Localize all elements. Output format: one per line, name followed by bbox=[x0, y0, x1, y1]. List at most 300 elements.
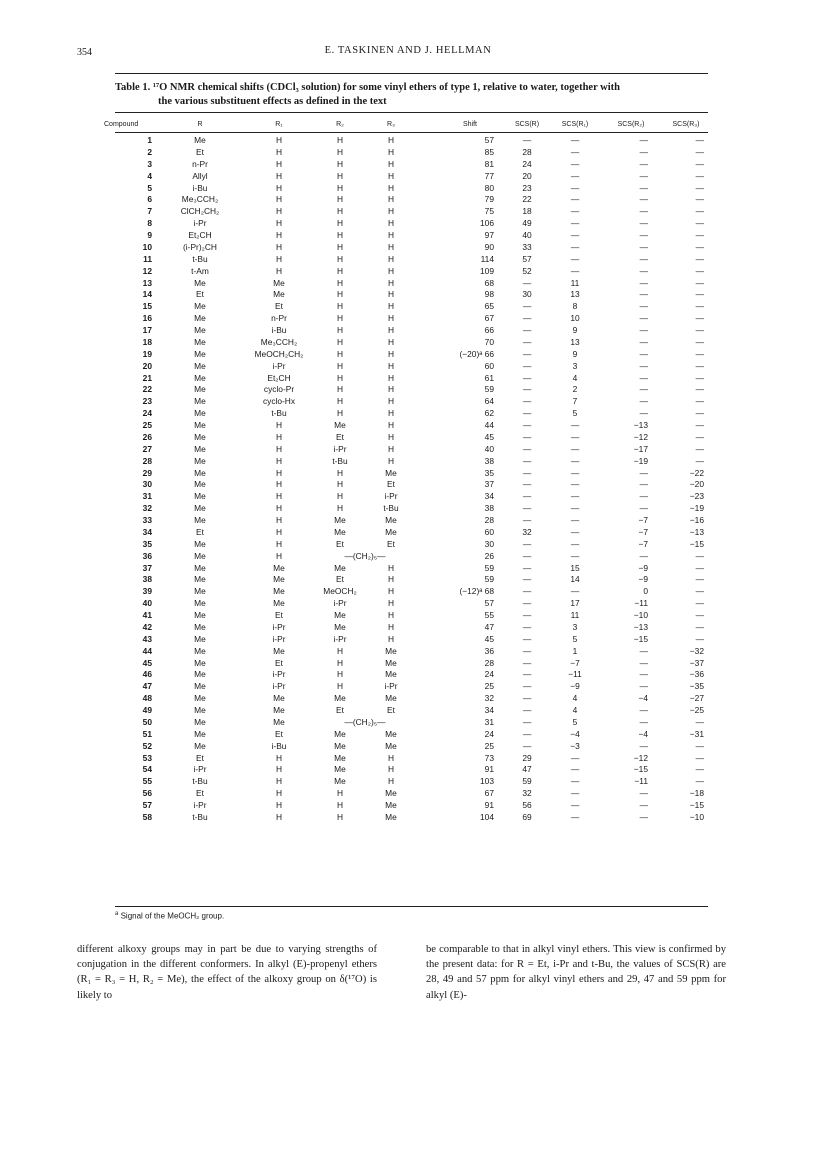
compound-number: 15 bbox=[142, 301, 152, 312]
table-row bbox=[0, 658, 816, 670]
scs-r3-cell: — bbox=[695, 443, 704, 454]
scs-r2-cell: −4 bbox=[638, 693, 648, 704]
scs-r2-cell: −7 bbox=[638, 515, 648, 525]
compound-number: 39 bbox=[142, 586, 152, 597]
scs-r2-cell: — bbox=[639, 716, 648, 727]
scs-r2-cell: — bbox=[639, 681, 648, 692]
table-row bbox=[0, 396, 816, 408]
shift-cell: 25 bbox=[484, 740, 494, 751]
scs-r1-cell: 4 bbox=[572, 693, 578, 704]
scs-r1-cell: 14 bbox=[570, 574, 580, 585]
table-row bbox=[0, 349, 816, 361]
r-cell: Me bbox=[194, 610, 206, 620]
r1-cell: Me bbox=[273, 562, 285, 573]
scs-r3-cell: −31 bbox=[689, 728, 704, 739]
table-row bbox=[0, 159, 816, 171]
scs-r1-cell: 17 bbox=[570, 598, 580, 609]
page-number: 354 bbox=[77, 47, 92, 58]
scs-r3-cell: — bbox=[695, 752, 704, 763]
table-row bbox=[0, 800, 816, 812]
scs-r2-cell: −15 bbox=[633, 764, 648, 775]
r1-cell: Et bbox=[275, 728, 283, 739]
scs-r3-cell: −20 bbox=[689, 479, 704, 490]
r1-cell: cyclo-Hx bbox=[262, 396, 296, 407]
scs-r2-cell: — bbox=[639, 182, 648, 193]
scs-r3-cell: — bbox=[695, 776, 704, 787]
r2-cell: H bbox=[336, 206, 344, 217]
r1-cell: t-Bu bbox=[271, 408, 287, 419]
r1-cell: MeOCH₂CH₂ bbox=[254, 348, 304, 359]
r2-cell: H bbox=[336, 396, 344, 407]
r2-cell: H bbox=[336, 372, 344, 383]
table-row bbox=[0, 444, 816, 456]
scs-r-cell: — bbox=[522, 550, 532, 561]
scs-r3-cell: — bbox=[695, 562, 704, 573]
compound-number: 58 bbox=[142, 811, 152, 822]
scs-r3-cell: −18 bbox=[689, 788, 704, 799]
scs-r-cell: — bbox=[522, 574, 532, 585]
compound-number: 27 bbox=[142, 443, 152, 454]
table-row bbox=[0, 432, 816, 444]
scs-r2-cell: −9 bbox=[638, 574, 648, 585]
r2-cell: H bbox=[336, 135, 344, 145]
shift-cell: 62 bbox=[484, 408, 494, 419]
scs-r-cell: 52 bbox=[522, 265, 532, 276]
r1-cell: Me bbox=[273, 586, 285, 597]
compound-number: 11 bbox=[143, 253, 152, 264]
r-cell: Et bbox=[196, 526, 204, 537]
table-row bbox=[0, 634, 816, 646]
r3-cell: Me bbox=[385, 800, 397, 810]
scs-r2-cell: −7 bbox=[638, 526, 648, 537]
table-row bbox=[0, 527, 816, 539]
shift-cell: 24 bbox=[484, 669, 494, 680]
r2-cell: H bbox=[336, 503, 344, 514]
scs-r1-cell: 3 bbox=[572, 360, 578, 371]
r2-cell: Et bbox=[336, 574, 344, 585]
compound-number: 1 bbox=[147, 135, 152, 145]
scs-r-cell: — bbox=[522, 431, 532, 442]
r-cell: n-Pr bbox=[192, 158, 208, 169]
scs-r-cell: — bbox=[522, 503, 532, 514]
scs-r-cell: — bbox=[522, 669, 532, 680]
r1-cell: cyclo-Pr bbox=[263, 384, 295, 395]
compound-number: 18 bbox=[142, 336, 152, 347]
table-row bbox=[0, 420, 816, 432]
scs-r-cell: — bbox=[522, 538, 532, 549]
compound-number: 40 bbox=[142, 598, 152, 609]
scs-r2-cell: — bbox=[639, 230, 648, 240]
header-scs-r2: SCS(R₂) bbox=[617, 121, 645, 128]
r3-cell: H bbox=[387, 372, 395, 383]
r2-cell: Me bbox=[334, 621, 346, 632]
r2-cell: H bbox=[336, 467, 344, 478]
compound-number: 46 bbox=[142, 669, 152, 680]
r3-cell: H bbox=[387, 325, 395, 335]
r-cell: Me bbox=[194, 621, 206, 632]
scs-r1-cell: 5 bbox=[572, 716, 578, 727]
r2-cell: Et bbox=[336, 431, 344, 442]
footnote-text: Signal of the MeOCH₂ group. bbox=[120, 911, 225, 921]
compound-number: 9 bbox=[147, 230, 152, 240]
scs-r3-cell: — bbox=[695, 325, 704, 335]
scs-r1-cell: 7 bbox=[572, 396, 578, 407]
r1-cell: H bbox=[275, 503, 283, 514]
scs-r-cell: — bbox=[522, 325, 532, 335]
r2-cell: H bbox=[336, 289, 344, 300]
r3-cell: H bbox=[387, 586, 395, 597]
r1-cell: H bbox=[275, 230, 283, 240]
r3-cell: H bbox=[387, 752, 395, 763]
scs-r3-cell: — bbox=[695, 336, 704, 347]
scs-r3-cell: — bbox=[695, 135, 704, 145]
r2-cell: H bbox=[336, 384, 344, 395]
r1-cell: Me bbox=[273, 277, 285, 288]
scs-r-cell: — bbox=[522, 621, 532, 632]
r-cell: Me bbox=[194, 431, 206, 442]
scs-r1-cell: — bbox=[570, 538, 580, 549]
scs-r3-cell: — bbox=[695, 408, 704, 419]
footnote-mark: a bbox=[115, 911, 119, 917]
r3-cell: i-Pr bbox=[384, 491, 398, 502]
r1-cell: i-Pr bbox=[272, 669, 286, 680]
scs-r2-cell: — bbox=[639, 467, 648, 478]
compound-number: 32 bbox=[142, 503, 152, 514]
scs-r3-cell: — bbox=[695, 598, 704, 609]
r-cell: i-Pr bbox=[193, 218, 207, 229]
r3-cell: H bbox=[387, 443, 395, 454]
r-cell: Me bbox=[194, 728, 206, 739]
shift-cell: 60 bbox=[484, 526, 494, 537]
table-row bbox=[0, 729, 816, 741]
r3-cell: Me bbox=[385, 657, 397, 668]
r3-cell: H bbox=[387, 170, 395, 181]
r1-cell: H bbox=[275, 206, 283, 217]
shift-cell: 61 bbox=[484, 372, 494, 383]
compound-number: 30 bbox=[142, 479, 152, 490]
r-cell: Et bbox=[196, 788, 204, 799]
shift-cell: 25 bbox=[484, 681, 494, 692]
scs-r2-cell: −15 bbox=[633, 633, 648, 644]
shift-cell: 55 bbox=[484, 610, 494, 620]
scs-r1-cell: — bbox=[570, 420, 580, 430]
caption-rule bbox=[115, 112, 708, 113]
r1-cell: H bbox=[275, 194, 283, 205]
shift-cell: 98 bbox=[484, 289, 494, 300]
compound-number: 25 bbox=[142, 420, 152, 430]
scs-r-cell: 49 bbox=[522, 218, 532, 229]
compound-number: 12 bbox=[142, 265, 152, 276]
compound-number: 51 bbox=[142, 728, 152, 739]
r1-cell: Me bbox=[273, 598, 285, 609]
scs-r-cell: — bbox=[522, 693, 532, 704]
compound-number: 54 bbox=[142, 764, 152, 775]
scs-r2-cell: −9 bbox=[638, 562, 648, 573]
scs-r2-cell: −4 bbox=[638, 728, 648, 739]
compound-number: 57 bbox=[142, 800, 152, 810]
r-cell: Me bbox=[194, 633, 206, 644]
scs-r-cell: — bbox=[522, 491, 532, 502]
scs-r3-cell: — bbox=[695, 586, 704, 597]
r-cell: (i-Pr)₂CH bbox=[183, 241, 217, 252]
shift-cell: 36 bbox=[484, 645, 494, 656]
scs-r3-cell: — bbox=[695, 218, 704, 229]
shift-cell: 31 bbox=[484, 716, 494, 727]
compound-number: 56 bbox=[142, 788, 152, 799]
r3-cell: Me bbox=[385, 515, 397, 525]
shift-cell: 45 bbox=[484, 633, 494, 644]
shift-cell: 80 bbox=[484, 182, 494, 193]
scs-r3-cell: — bbox=[695, 277, 704, 288]
scs-r3-cell: — bbox=[695, 253, 704, 264]
scs-r-cell: — bbox=[522, 336, 532, 347]
scs-r2-cell: — bbox=[639, 218, 648, 229]
shift-cell: 59 bbox=[484, 384, 494, 395]
r1-cell: H bbox=[275, 550, 283, 561]
scs-r2-cell: — bbox=[639, 705, 648, 715]
scs-r1-cell: 3 bbox=[572, 621, 578, 632]
r3-cell: H bbox=[387, 182, 395, 193]
r-cell: Me bbox=[194, 562, 206, 573]
table-row bbox=[0, 586, 816, 598]
shift-cell: 28 bbox=[484, 515, 494, 525]
scs-r2-cell: — bbox=[639, 550, 648, 561]
r2-cell: Et bbox=[336, 538, 344, 549]
shift-cell: 32 bbox=[484, 693, 494, 704]
scs-r-cell: — bbox=[522, 610, 532, 620]
r2-cell: Me bbox=[334, 776, 346, 787]
scs-r1-cell: −3 bbox=[570, 740, 580, 751]
scs-r3-cell: — bbox=[695, 610, 704, 620]
r-cell: Me bbox=[194, 491, 206, 502]
scs-r1-cell: — bbox=[570, 800, 580, 810]
scs-r3-cell: — bbox=[695, 740, 704, 751]
r-cell: Me bbox=[194, 336, 206, 347]
scs-r1-cell: 5 bbox=[572, 408, 578, 419]
scs-r-cell: 20 bbox=[522, 170, 532, 181]
scs-r2-cell: 0 bbox=[643, 586, 648, 597]
r3-cell: H bbox=[387, 336, 395, 347]
scs-r2-cell: — bbox=[639, 253, 648, 264]
table-caption-line-2: the various substituent effects as defined in the text bbox=[158, 96, 387, 107]
r2-cell: Me bbox=[334, 420, 346, 430]
r1-cell: H bbox=[275, 788, 283, 799]
shift-cell: 104 bbox=[480, 811, 494, 822]
r-cell: t-Am bbox=[191, 265, 209, 276]
scs-r1-cell: 11 bbox=[570, 610, 580, 620]
r3-cell: t-Bu bbox=[383, 503, 399, 514]
r2-cell: i-Pr bbox=[333, 633, 347, 644]
scs-r-cell: 69 bbox=[522, 811, 532, 822]
shift-cell: 47 bbox=[484, 621, 494, 632]
scs-r1-cell: 11 bbox=[570, 277, 580, 288]
scs-r3-cell: −16 bbox=[689, 515, 704, 525]
r-cell: Et bbox=[196, 146, 204, 157]
scs-r1-cell: 13 bbox=[570, 336, 580, 347]
r-cell: t-Bu bbox=[192, 253, 208, 264]
r2-cell: H bbox=[336, 301, 344, 312]
table-row bbox=[0, 468, 816, 480]
scs-r-cell: — bbox=[522, 633, 532, 644]
compound-number: 33 bbox=[142, 515, 152, 525]
r1-cell: H bbox=[275, 146, 283, 157]
r-cell: Me bbox=[194, 598, 206, 609]
r-cell: Me bbox=[194, 325, 206, 335]
table-row bbox=[0, 325, 816, 337]
shift-cell: 38 bbox=[484, 455, 494, 466]
scs-r3-cell: — bbox=[695, 372, 704, 383]
compound-number: 50 bbox=[142, 716, 152, 727]
scs-r1-cell: — bbox=[570, 253, 580, 264]
r2-cell: H bbox=[336, 230, 344, 240]
scs-r1-cell: −7 bbox=[570, 657, 580, 668]
scs-r3-cell: — bbox=[695, 194, 704, 205]
scs-r2-cell: — bbox=[639, 408, 648, 419]
table-row bbox=[0, 456, 816, 468]
compound-number: 31 bbox=[142, 491, 152, 502]
r-cell: Et₂CH bbox=[188, 230, 212, 240]
table-row bbox=[0, 135, 816, 147]
r1-cell: H bbox=[275, 455, 283, 466]
header-scs-r: SCS(R) bbox=[514, 121, 540, 128]
r-cell: Me bbox=[194, 574, 206, 585]
compound-number: 2 bbox=[147, 146, 152, 157]
r-cell: Me bbox=[194, 443, 206, 454]
body-paragraph-right: be comparable to that in alkyl vinyl ethers. This view is confirmed by the present data: for R = Et, i-Pr and t-Bu, the values of SCS(R) are 28, 49 and 57 ppm for alkyl vinyl ethers and 29, 47 and 59 ppm for alkyl (E)- bbox=[426, 944, 726, 1001]
r2-cell: Me bbox=[334, 752, 346, 763]
scs-r3-cell: — bbox=[695, 348, 704, 359]
scs-r3-cell: — bbox=[695, 206, 704, 217]
scs-r2-cell: — bbox=[639, 396, 648, 407]
r3-cell: Me bbox=[385, 526, 397, 537]
scs-r3-cell: — bbox=[695, 455, 704, 466]
table-row bbox=[0, 301, 816, 313]
r1-cell: H bbox=[275, 135, 283, 145]
table-row bbox=[0, 503, 816, 515]
r2-cell: H bbox=[336, 194, 344, 205]
shift-cell: 66 bbox=[484, 325, 494, 335]
scs-r3-cell: — bbox=[695, 182, 704, 193]
r-cell: Me bbox=[194, 538, 206, 549]
scs-r-cell: — bbox=[522, 598, 532, 609]
r1-cell: Me bbox=[273, 645, 285, 656]
scs-r-cell: — bbox=[522, 420, 532, 430]
r3-cell: H bbox=[387, 241, 395, 252]
scs-r-cell: — bbox=[522, 515, 532, 525]
table-row bbox=[0, 479, 816, 491]
scs-r1-cell: 8 bbox=[572, 301, 578, 312]
table-footnote bbox=[115, 911, 224, 921]
shift-cell: 65 bbox=[484, 301, 494, 312]
compound-number: 43 bbox=[142, 633, 152, 644]
scs-r1-cell: 4 bbox=[572, 372, 578, 383]
table-row bbox=[0, 230, 816, 242]
r1-cell: Et bbox=[275, 657, 283, 668]
table-row bbox=[0, 171, 816, 183]
r1-cell: H bbox=[275, 800, 283, 810]
scs-r1-cell: — bbox=[570, 230, 580, 240]
r1-cell: H bbox=[275, 265, 283, 276]
scs-r-cell: — bbox=[522, 313, 532, 324]
compound-number: 44 bbox=[142, 645, 152, 656]
shift-cell: 37 bbox=[484, 479, 494, 490]
table-row bbox=[0, 266, 816, 278]
shift-cell: 59 bbox=[484, 574, 494, 585]
r-cell: i-Pr bbox=[193, 764, 207, 775]
scs-r-cell: — bbox=[522, 645, 532, 656]
r3-cell: H bbox=[387, 408, 395, 419]
r-cell: i-Bu bbox=[192, 182, 208, 193]
table-row bbox=[0, 515, 816, 527]
scs-r1-cell: — bbox=[570, 752, 580, 763]
r3-cell: Me bbox=[385, 645, 397, 656]
r-cell: Me bbox=[194, 277, 206, 288]
scs-r1-cell: — bbox=[570, 467, 580, 478]
scs-r2-cell: — bbox=[639, 325, 648, 335]
table-row bbox=[0, 610, 816, 622]
r2-cell: Et bbox=[336, 705, 344, 715]
r1-cell: H bbox=[275, 420, 283, 430]
header-rule bbox=[115, 132, 708, 133]
scs-r1-cell: — bbox=[570, 586, 580, 597]
shift-cell: 75 bbox=[484, 206, 494, 217]
r2-cell: Me bbox=[334, 728, 346, 739]
scs-r-cell: — bbox=[522, 443, 532, 454]
scs-r3-cell: −22 bbox=[689, 467, 704, 478]
shift-cell: 68 bbox=[484, 277, 494, 288]
r-cell: t-Bu bbox=[192, 776, 208, 787]
r2-cell: H bbox=[336, 336, 344, 347]
r2-cell: Me bbox=[334, 515, 346, 525]
scs-r2-cell: −17 bbox=[633, 443, 648, 454]
compound-number: 23 bbox=[142, 396, 152, 407]
r-cell: Me bbox=[194, 301, 206, 312]
r1-cell: H bbox=[275, 158, 283, 169]
r-cell: Me bbox=[194, 550, 206, 561]
scs-r1-cell: — bbox=[570, 146, 580, 157]
shift-cell: 34 bbox=[484, 705, 494, 715]
shift-cell: 91 bbox=[484, 800, 494, 810]
shift-cell: 26 bbox=[484, 550, 494, 561]
r3-cell: Me bbox=[385, 740, 397, 751]
scs-r1-cell: — bbox=[570, 550, 580, 561]
r1-cell: H bbox=[275, 253, 283, 264]
r1-cell: H bbox=[275, 764, 283, 775]
compound-number: 20 bbox=[142, 360, 152, 371]
r-cell: Me bbox=[194, 479, 206, 490]
r-cell: Me bbox=[194, 693, 206, 704]
shift-cell: 64 bbox=[484, 396, 494, 407]
r2-cell: H bbox=[336, 788, 344, 799]
r2-cell: H bbox=[336, 669, 344, 680]
table-row bbox=[0, 598, 816, 610]
r1-cell: H bbox=[275, 241, 283, 252]
r3-cell: H bbox=[387, 265, 395, 276]
scs-r1-cell: — bbox=[570, 776, 580, 787]
scs-r3-cell: — bbox=[695, 384, 704, 395]
r1-cell: H bbox=[275, 538, 283, 549]
table-row bbox=[0, 812, 816, 824]
r3-cell: Me bbox=[385, 669, 397, 680]
scs-r3-cell: — bbox=[695, 764, 704, 775]
r-cell: Me bbox=[194, 455, 206, 466]
r2-cell: i-Pr bbox=[333, 443, 347, 454]
scs-r2-cell: −19 bbox=[633, 455, 648, 466]
scs-r1-cell: — bbox=[570, 241, 580, 252]
shift-cell: 57 bbox=[484, 598, 494, 609]
table-row bbox=[0, 764, 816, 776]
r3-cell: H bbox=[387, 301, 395, 312]
